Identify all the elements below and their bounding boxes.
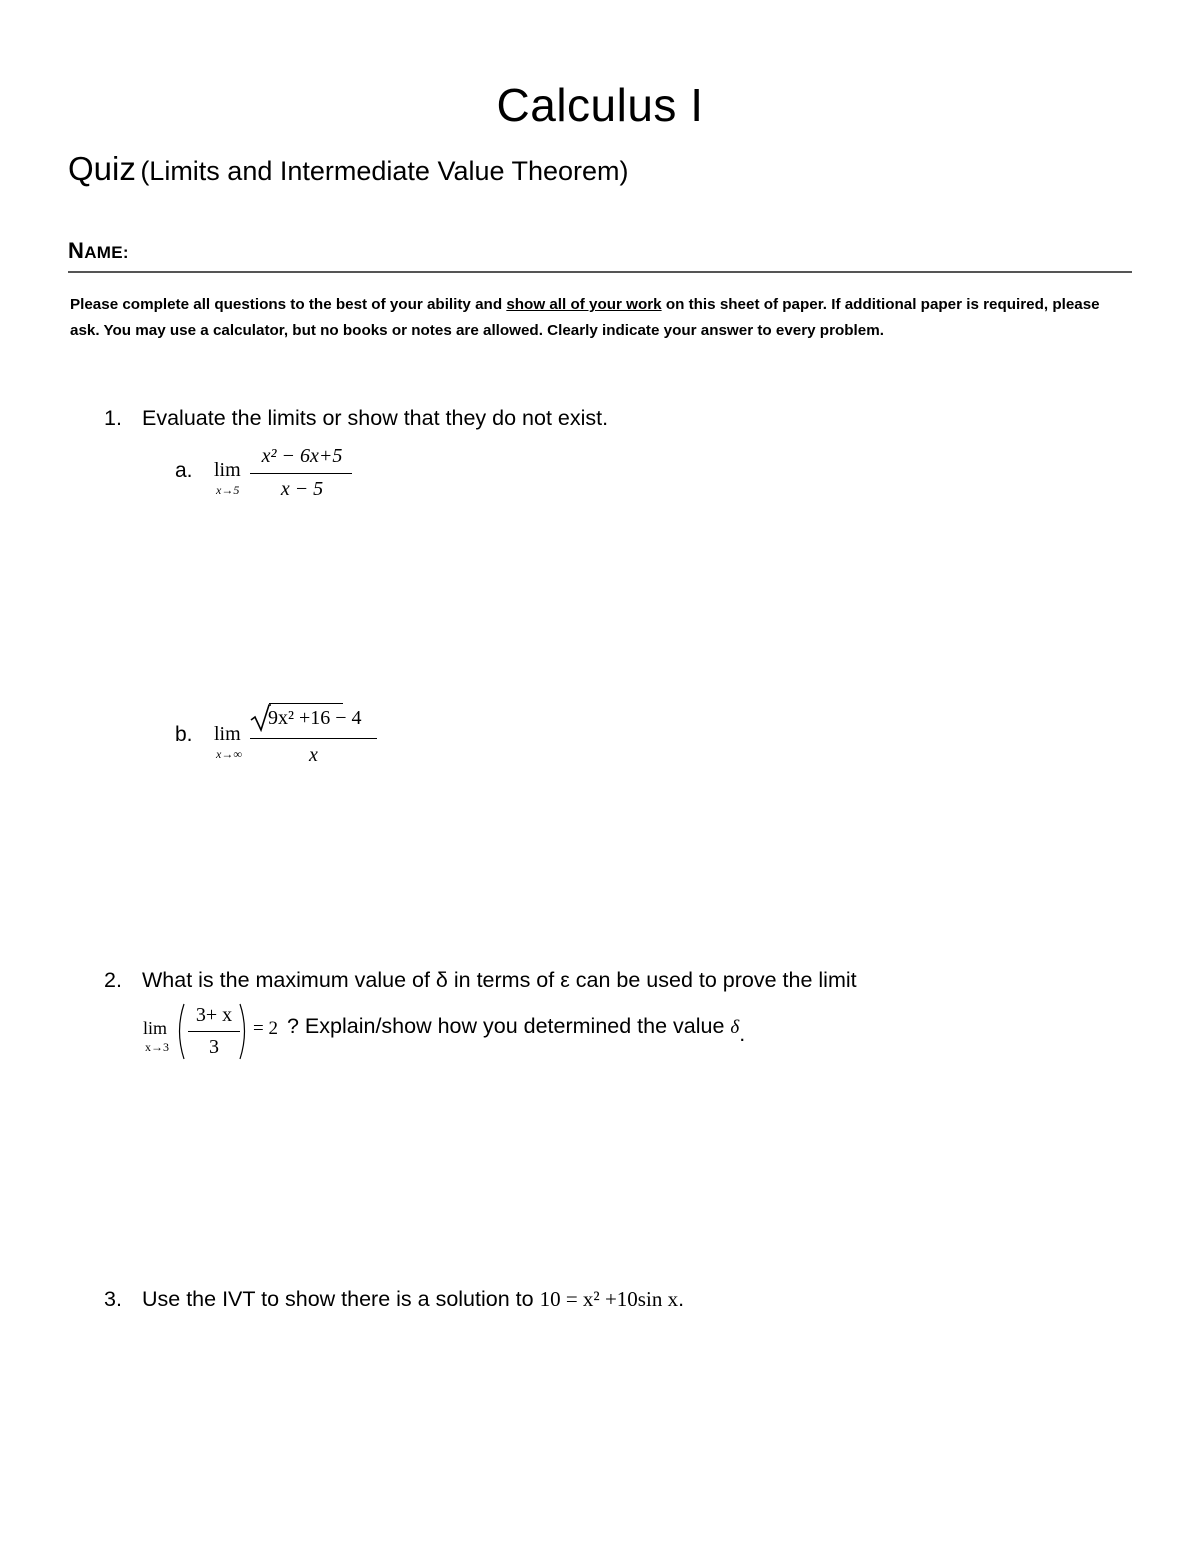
quiz-subtitle: (Limits and Intermediate Value Theorem) [140,156,629,186]
fraction-denominator: 3 [209,1036,219,1058]
name-underline [68,271,1132,273]
lim-subscript: x→5 [216,483,240,497]
question-2 [104,968,857,993]
period: . [739,1022,746,1046]
instructions-paragraph [70,292,1132,344]
question-number: 1. [104,406,122,430]
equation: 10 = x² +10sin x [539,1287,679,1311]
lim-subscript: x→3 [145,1040,169,1054]
name-label-first: N [68,238,85,263]
fraction-bar [250,738,377,739]
question-1 [104,406,608,431]
lim-operator: lim [214,723,241,745]
quiz-word: Quiz [68,150,136,187]
fraction-denominator: x − 5 [280,478,324,500]
question-number: 3. [104,1287,122,1311]
name-label-rest: AME: [84,243,129,262]
radical-vinculum [269,703,343,704]
question-3 [104,1287,684,1312]
lim-operator: lim [143,1018,168,1038]
question-2-continuation [287,1014,746,1046]
page-title: Calculus I [496,79,704,131]
numerator-tail: − 4 [330,707,362,729]
lim-subscript: x→∞ [216,747,242,761]
delta-symbol: δ [730,1017,740,1038]
instructions-part1: Please complete all questions to the best of your ability and [70,296,507,313]
question-text-2: ? Explain/show how you determined the value [287,1014,725,1038]
question-number: 2. [104,968,122,992]
question-text: What is the maximum value of δ in terms of ε can be used to prove the limit [142,968,857,992]
fraction-denominator: x [309,744,318,766]
equals-two: = 2 [253,1018,278,1039]
fraction-numerator: x² − 6x+5 [261,445,343,467]
question-text: Use the IVT to show there is a solution to [142,1287,534,1311]
part-letter-a: a. [175,459,193,482]
instructions-part2: on this sheet of paper. If additional paper is required, please ask. You may use a calculator, but no books or notes are allowed. Clearly indicate your answer to every problem. [70,296,1100,339]
period: . [678,1287,685,1311]
part-letter-b: b. [175,723,193,746]
fraction-bar [188,1031,240,1032]
fraction-numerator: 3+ x [195,1004,233,1026]
question-text: Evaluate the limits or show that they do not exist. [142,406,609,430]
fraction-bar [250,473,352,474]
lim-operator: lim [214,459,241,481]
quiz-heading [68,150,629,188]
name-label [68,238,129,264]
instructions-underlined: show all of your work [506,296,662,313]
fraction-numerator [268,707,362,730]
radicand: 9x² +16 [268,707,331,729]
